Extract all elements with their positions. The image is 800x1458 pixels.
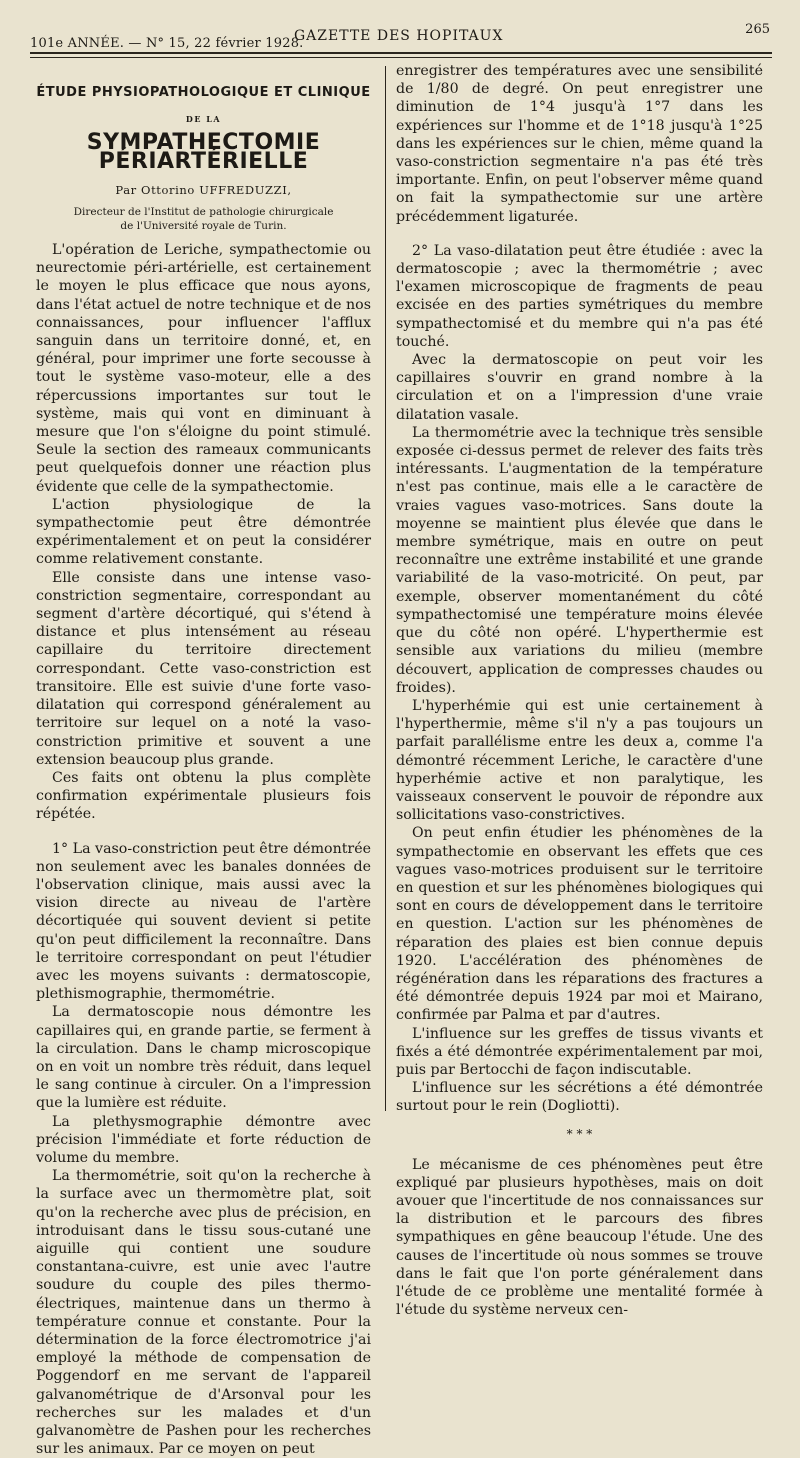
paragraph: Le mécanisme de ces phénomènes peut être expliqué par plusieurs hypothèses, mais on doit avouer que l'incertitude de nos connaissances sur la distribution et le parcours des fibres sympathiques en gêne beaucoup l'étude. Une des causes de l'incertitude où nous sommes se trouve dans le fait que l'on porte généralement dans l'étude de ce problème une mentalité formée à l'étude du système nerveux cen- <box>396 1156 763 1319</box>
header-rule-thin <box>30 57 772 58</box>
paragraph: On peut enfin étudier les phénomènes de la sympathectomie en observant les effets que ces vagues vaso-motrices produisent sur le territoire en question et sur les phénomènes biologiques qui sont en cours de développement dans le territoire en question. L'action sur les phénomènes de réparation des plaies est bien connue depuis 1920. L'accélération des phénomènes de régénération dans les réparations des fractures a été démontrée depuis 1924 par moi et Mairano, confirmée par Palma et par d'autres. <box>396 825 763 1024</box>
paragraph: La plethysmographie démontre avec précision l'immédiate et forte réduction de volume du membre. <box>36 1113 371 1166</box>
article-kicker: ÉTUDE PHYSIOPATHOLOGIQUE ET CLINIQUE <box>36 85 371 100</box>
paragraph: L'influence sur les greffes de tissus vivants et fixés a été démontrée expérimentalement par moi, puis par Bertocchi de façon indiscutable. <box>396 1025 763 1078</box>
left-column <box>36 70 371 1458</box>
article-kicker-sub: DE LA <box>185 114 222 125</box>
article-title: SYMPATHECTOMIE PÉRIARTÉRIELLE <box>86 130 321 174</box>
article-author: Par Ottorino UFFREDUZZI, <box>115 182 292 197</box>
article-heading <box>36 84 371 233</box>
paragraph: L'hyperhémie qui est unie certainement à l'hyperthermie, même s'il n'y a pas toujours un parfait parallélisme entre les deux a, comme l'a démontré récemment Leriche, le caractère d'une hyperhémie active et non paralytique, les vaisseaux conservent le pouvoir de répondre aux sollicitations vaso-constrictives. <box>396 697 763 824</box>
section-break: * * * <box>566 1126 593 1141</box>
page-number: 265 <box>745 22 770 37</box>
paragraph: L'action physiologique de la sympathectomie peut être démontrée expérimentalement et on peut la considérer comme relativement constante. <box>36 496 371 568</box>
paragraph: 1° La vaso-constriction peut être démontrée non seulement avec les banales données de l'observation clinique, mais aussi avec la vision directe au niveau de l'artère décortiquée qui souvent devient si petite qu'on peut difficilement la reconnaître. Dans le territoire correspondant on peut l'étudier avec les moyens suivants : dermatoscopie, plethismographie, thermométrie. <box>36 840 371 1003</box>
affiliation-line: de l'Université royale de Turin. <box>120 220 287 233</box>
paragraph: La thermométrie avec la technique très sensible exposée ci-dessus permet de relever des faits très intéressants. L'augmentation de la température n'est pas continue, mais elle a le caractère de vraies vagues vaso-motrices. Sans doute la moyenne se maintient plus élevée que dans le membre symétrique, mais en outre on peut reconnaître une extrême instabilité et une grande variabilité de la vaso-motricité. On peut, par exemple, observer momentanément du côté sympathectomisé une température moins élevée que du côté non opéré. L'hyperthermie est sensible aux variations du milieu (membre découvert, application de compresses chaudes ou froides). <box>396 424 763 696</box>
affiliation-line: Directeur de l'Institut de pathologie chirurgicale <box>73 206 334 219</box>
header-rule <box>30 52 772 54</box>
paragraph: Avec la dermatoscopie on peut voir les capillaires s'ouvrir en grand nombre à la circulation et on a l'impression d'une vraie dilatation vasale. <box>396 352 763 423</box>
issue-info: 101e ANNÉE. — N° 15, 22 février 1928. <box>30 36 304 51</box>
right-column <box>396 62 763 1319</box>
paragraph: 2° La vaso-dilatation peut être étudiée : avec la dermatoscopie ; avec la thermométrie ; avec l'examen microscopique de fragments de peau excisée en des parties symétriques du membre sympathectomisé et du membre qui n'a pas été touché. <box>396 242 763 350</box>
paragraph: enregistrer des températures avec une sensibilité de 1/80 de degré. On peut enregistrer une diminution de 1°4 jusqu'à 1°7 dans les expériences sur l'homme et de 1°18 jusqu'à 1°25 dans les expériences sur le chien, même quand la vaso-constriction segmentaire n'a pas été très importante. Enfin, on peut l'observer même quand on fait la sympathectomie sur une artère précédemment ligaturée. <box>396 63 763 225</box>
paragraph: L'influence sur les sécrétions a été démontrée surtout pour le rein (Dogliotti). <box>396 1080 763 1115</box>
column-divider <box>385 66 386 1111</box>
paragraph: La dermatoscopie nous démontre les capillaires qui, en grande partie, se ferment à la circulation. Dans le champ microscopique on en voit un nombre très réduit, dans lequel le sang continue à circuler. On a l'impression que la lumière est réduite. <box>36 1004 371 1112</box>
paragraph: Ces faits ont obtenu la plus complète confirmation expérimentale plusieurs fois répétée. <box>36 769 371 823</box>
paragraph: La thermométrie, soit qu'on la recherche à la surface avec un thermomètre plat, soit qu'on la recherche avec plus de précision, en introduisant dans le tissu sous-cutané une aiguille qui contient une soudure constantana-cuivre, est unie avec l'autre soudure du couple des piles thermo-électriques, maintenue dans un thermo à température connue et constante. Pour la détermination de la force électromotrice j'ai employé la méthode de compensation de Poggendorf en me servant de l'appareil galvanométrique de d'Arsonval pour les recherches sur les malades et d'un galvanomètre de Pashen pour les recherches sur les animaux. Par ce moyen on peut <box>36 1168 371 1458</box>
paragraph: Elle consiste dans une intense vaso-constriction segmentaire, correspondant au segment d'artère décortiqué, qui s'étend à distance et plus intensément au réseau capillaire du territoire directement correspondant. Cette vaso-constriction est transitoire. Elle est suivie d'une forte vaso-dilatation qui correspond généralement au territoire sur lequel on a noté la vaso-constriction primitive et souvent a une extension beaucoup plus grande. <box>36 569 371 768</box>
journal-title: GAZETTE DES HOPITAUX <box>294 28 504 44</box>
paragraph: L'opération de Leriche, sympathectomie ou neurectomie péri-artérielle, est certainement le moyen le plus efficace que nous ayons, dans l'état actuel de notre technique et de nos connaissances, pour influencer l'afflux sanguin dans un territoire donné, et, en général, pour imprimer une forte secousse à tout le système vaso-moteur, elle a des répercussions importantes sur tout le système, mais qui vont en diminuant à mesure que l'on s'éloigne du point stimulé. Seule la section des rameaux communicants peut quelquefois donner une réaction plus évidente que celle de la sympathectomie. <box>36 242 371 495</box>
author-affiliation <box>36 205 371 233</box>
